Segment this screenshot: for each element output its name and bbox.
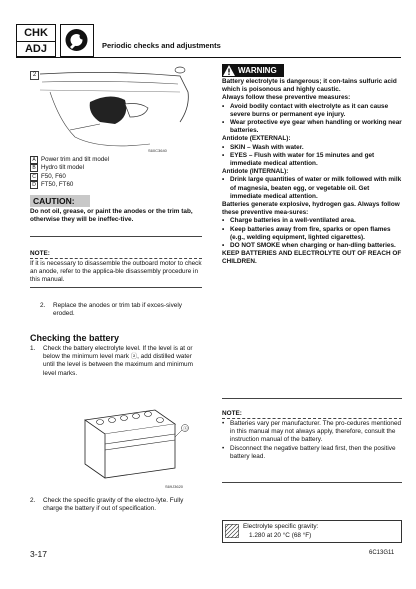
- figure-code: S60C3640: [148, 148, 167, 153]
- adj-label: ADJ: [24, 43, 47, 55]
- warning-bullet: • DO NOT SMOKE when charging or han-dling batteries.: [222, 242, 396, 250]
- antidote-internal: Antidote (INTERNAL):: [222, 168, 289, 176]
- warning-triangle-icon: [222, 64, 236, 77]
- warning-keep: KEEP BATTERIES AND ELECTROLYTE OUT OF REACH OF CHILDREN.: [222, 250, 402, 266]
- caution-rule: [30, 236, 202, 237]
- legend-item: B Hydro tilt model: [30, 164, 200, 172]
- note-end-rule: [222, 482, 402, 483]
- step-number: 2.: [40, 302, 46, 309]
- spec-label: Electrolyte specific gravity:: [243, 523, 319, 530]
- page-title: Periodic checks and adjustments: [102, 41, 221, 50]
- anode-figure: [30, 62, 195, 156]
- legend-item: D FT50, FT60: [30, 181, 200, 189]
- legend-item: C F50, F60: [30, 173, 200, 181]
- warning-end-rule: [222, 398, 402, 399]
- tab-divider: [17, 41, 55, 42]
- warning-bullet: • Drink large quantities of water or milk followed with milk of magnesia, beaten egg, or vegetable oil. Get immediate medical attention.: [222, 176, 402, 200]
- note-label: NOTE:: [222, 410, 242, 417]
- step-number: 1.: [30, 345, 36, 352]
- step-text: Replace the anodes or trim tab if exces-sively eroded.: [53, 302, 182, 318]
- figure-legend: [30, 156, 200, 189]
- warning-bullet: • Avoid bodily contact with electrolyte as it can cause severe burns or permanent eye injury.: [222, 102, 389, 118]
- antidote-external: Antidote (EXTERNAL):: [222, 135, 291, 143]
- note-rule: [30, 258, 202, 259]
- warning-body: [222, 78, 402, 267]
- document-code: 6C13G11: [369, 550, 395, 556]
- warning-bullet: • Charge batteries in a well-ventilated area.: [222, 217, 356, 225]
- warning-bullet: • SKIN – Wash with water.: [222, 143, 304, 151]
- figure-tag: 2: [30, 63, 39, 81]
- battery-figure: [60, 400, 195, 492]
- figure-code: S69J3620: [165, 484, 184, 489]
- note-bullet: • Batteries vary per manufacturer. The pro-cedures mentioned in this manual may not always apply, therefore, consult the instruction manual of the battery.: [222, 420, 402, 444]
- note-body: [222, 420, 402, 461]
- note-label: NOTE:: [30, 250, 50, 257]
- note-text: If it is necessary to disassemble the outboard motor to check an anode, refer to the applica-ble disassembly procedure in this manual.: [30, 260, 202, 284]
- chk-label: CHK: [24, 27, 48, 39]
- warning-bullet: • Wear protective eye gear when handling or working near batteries.: [222, 119, 402, 135]
- figure-callout: ⓐ: [183, 426, 188, 431]
- warning-explosive: Batteries generate explosive, hydrogen gas. Always follow these preventive mea-sures:: [222, 201, 400, 217]
- spec-box: [222, 520, 402, 543]
- caution-text: Do not oil, grease, or paint the anodes or the trim tab, otherwise they will be ineffec-tive.: [30, 208, 193, 224]
- spec-value: 1.280 at 20 °C (68 °F): [249, 532, 312, 539]
- page-number: 3-17: [30, 549, 48, 559]
- step-text: Check the specific gravity of the electro-lyte. Fully charge the battery if out of specification.: [43, 497, 184, 513]
- warning-bullet: • EYES – Flush with water for 15 minutes and get immediate medical attention.: [222, 151, 375, 168]
- chk-adj-section-tab: [16, 24, 56, 57]
- note-end-rule: [30, 287, 202, 288]
- section-title: Checking the battery: [30, 333, 120, 343]
- step-number: 2.: [30, 497, 36, 504]
- note-bullet: • Disconnect the negative battery lead first, then the positive battery lead.: [222, 444, 396, 460]
- warning-follow: Always follow these preventive measures:: [222, 94, 351, 102]
- caution-label: CAUTION:: [33, 196, 75, 206]
- warning-intro: Battery electrolyte is dangerous; it con-tains sulfuric acid which is poisonous and highly caustic.: [222, 78, 397, 94]
- step-text: Check the battery electrolyte level. If the level is at or below the minimum level mark ⓐ, add distilled water until the level is between the maximum and minimum level marks.: [43, 345, 193, 377]
- spec-hatch-icon: [225, 524, 239, 538]
- note-rule: [222, 418, 402, 419]
- legend-item: A Power trim and tilt model: [30, 156, 200, 164]
- header-rule: [16, 57, 401, 58]
- warning-label: WARNING: [238, 65, 277, 75]
- warning-bullet: • Keep batteries away from fire, sparks or open flames (e.g., welding equipment, lighted cigarettes).: [222, 225, 391, 241]
- wrench-icon: [60, 24, 94, 57]
